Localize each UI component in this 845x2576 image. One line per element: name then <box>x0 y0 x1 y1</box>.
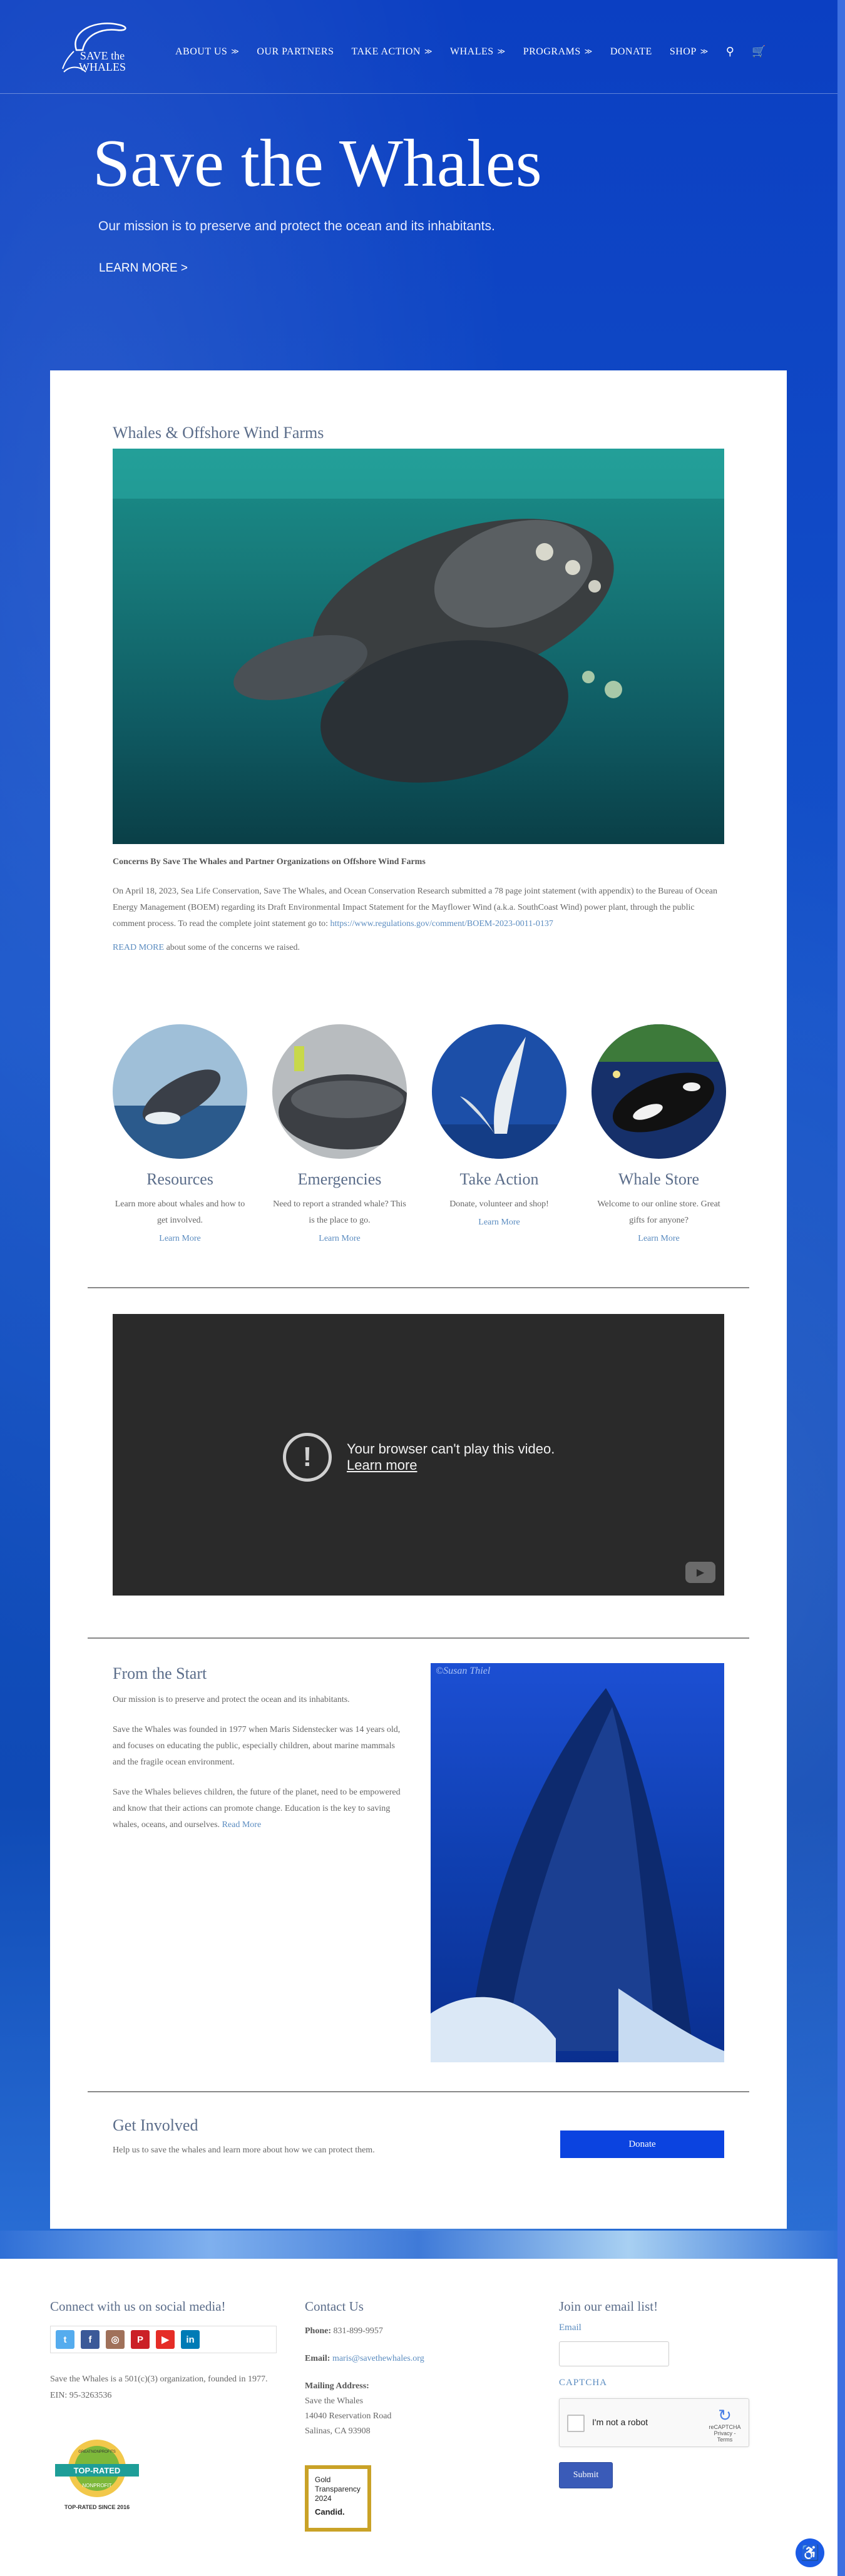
chevron-down-icon: ≫ <box>700 47 709 56</box>
accessibility-icon[interactable]: ♿ <box>796 2538 824 2567</box>
card-learn-more[interactable]: Learn More <box>319 1234 361 1243</box>
main-nav <box>175 45 766 58</box>
logo-text: SAVE the WHALES <box>79 49 126 73</box>
from-the-start-title: From the Start <box>113 1664 207 1683</box>
chevron-down-icon: ≫ <box>497 47 506 56</box>
pinterest-icon[interactable]: P <box>131 2330 150 2349</box>
captcha-label: CAPTCHA <box>559 2378 608 2388</box>
site-logo[interactable] <box>51 13 145 81</box>
card-learn-more[interactable]: Learn More <box>159 1234 201 1243</box>
card-desc: Welcome to our online store. Great gifts for anyone? <box>597 1199 720 1225</box>
top-rated-nonprofit: NONPROFIT <box>82 2483 112 2488</box>
chevron-down-icon: ≫ <box>424 47 433 56</box>
read-more-link[interactable]: READ MORE <box>113 943 165 952</box>
divider <box>88 1287 749 1288</box>
card-desc: Learn more about whales and how to get involved. <box>115 1199 245 1225</box>
nav-about-us[interactable]: ABOUT US ≫ <box>175 46 240 57</box>
chevron-down-icon: ≫ <box>584 47 593 56</box>
contact-title: Contact Us <box>305 2299 364 2314</box>
cart-icon[interactable]: 🛒 <box>751 45 766 58</box>
divider <box>88 1637 749 1639</box>
from-the-start-text: Our mission is to preserve and protect the ocean and its inhabitants. Save the Whales was founded in 1977 when Maris Sidenstecker was 14 years old, and focuses on educating the public, especially children, about marine mammals and the fragile ocean environment. Save the Whales believes children, the future of the planet, need to be empowered and know that their actions can promote change. Education is the key to saving whales, oceans, and ourselves. Read More <box>113 1695 401 1830</box>
concern-body: On April 18, 2023, Sea Life Conservation, Save The Whales, and Ocean Conservation Research submitted a 78 page joint statement (with appendix) to the Bureau of Ocean Energy Management (BOEM) regarding its Draft Environmental Impact Statement for the Mayflower Wind (a.k.a. SouthCoast Wind) power plant, through the public comment process. To read the complete joint statement go to: https://www.regulations.gov/comment/BOEM-2023-0011-0137 <box>113 887 717 929</box>
card-title: Emergencies <box>297 1170 382 1188</box>
wind-farms-title[interactable]: Whales & Offshore Wind Farms <box>113 424 324 442</box>
main-content-card <box>50 370 787 2229</box>
footer-wave-strip <box>0 2231 837 2259</box>
contact-details: Phone: 831-899-9957 Email: maris@savethewhales.org Mailing Address: Save the Whales 14040 Reservation Road Salinas, CA 93908 <box>305 2326 424 2436</box>
submit-button[interactable]: Submit <box>559 2462 613 2488</box>
twitter-icon[interactable]: t <box>56 2330 74 2349</box>
right-whales-photo <box>113 449 724 844</box>
chevron-down-icon: ≫ <box>231 47 240 56</box>
email-label: Email <box>559 2323 581 2333</box>
breaching-whale-image[interactable] <box>113 1024 247 1159</box>
social-icons <box>50 2326 277 2353</box>
card-desc: Donate, volunteer and shop! <box>449 1199 549 1209</box>
orca-painting-image[interactable] <box>592 1024 726 1159</box>
hero-title: Save the Whales <box>93 126 542 201</box>
social-title: Connect with us on social media! <box>50 2299 226 2314</box>
top-rated-badge[interactable] <box>50 2434 144 2515</box>
facebook-icon[interactable]: f <box>81 2330 100 2349</box>
nav-donate[interactable]: DONATE <box>610 46 652 57</box>
top-rated-banner: TOP-RATED <box>73 2466 121 2475</box>
site-header <box>0 0 837 94</box>
nav-our-partners[interactable]: OUR PARTNERS <box>257 46 334 57</box>
scrollbar[interactable] <box>837 0 845 2576</box>
recaptcha-icon: ↻ <box>718 2406 732 2425</box>
card-title: Take Action <box>459 1170 539 1188</box>
youtube-icon[interactable]: ▶ <box>685 1562 715 1583</box>
top-rated-since: TOP-RATED SINCE 2016 <box>64 2504 130 2510</box>
linkedin-icon[interactable]: in <box>181 2330 200 2349</box>
card-title: Whale Store <box>618 1170 700 1188</box>
card-resources <box>113 1024 247 1244</box>
card-learn-more[interactable]: Learn More <box>638 1234 680 1243</box>
video-error <box>283 1433 555 1482</box>
recaptcha-logo: ↻ reCAPTCHA Privacy - Terms <box>709 2406 741 2443</box>
card-desc: Need to report a stranded whale? This is the place to go. <box>273 1199 406 1225</box>
nav-whales[interactable]: WHALES ≫ <box>450 46 506 57</box>
email-list-title: Join our email list! <box>559 2299 658 2314</box>
nav-shop[interactable]: SHOP ≫ <box>669 46 709 57</box>
youtube-icon[interactable]: ▶ <box>156 2330 175 2349</box>
divider <box>88 2091 749 2092</box>
humpback-whale-photo <box>431 1663 724 2062</box>
email-link[interactable]: maris@savethewhales.org <box>332 2354 424 2363</box>
recaptcha-text: I'm not a robot <box>592 2417 648 2427</box>
regulations-link[interactable]: https://www.regulations.gov/comment/BOEM-2023-0011-0137 <box>330 919 553 929</box>
nav-take-action[interactable]: TAKE ACTION ≫ <box>351 46 433 57</box>
search-icon[interactable]: ⚲ <box>725 45 734 58</box>
recaptcha-widget <box>559 2398 749 2447</box>
candid-badge[interactable]: Gold Transparency 2024 Candid. <box>305 2465 371 2532</box>
card-title: Resources <box>146 1170 213 1188</box>
card-learn-more[interactable]: Learn More <box>478 1218 520 1227</box>
whale-tail-image[interactable] <box>432 1024 566 1159</box>
phone-number[interactable]: 831-899-9957 <box>333 2326 383 2336</box>
read-more-line: READ MORE about some of the concerns we raised. <box>113 943 300 952</box>
card-emergencies <box>272 1024 407 1244</box>
donate-button[interactable]: Donate <box>560 2131 724 2158</box>
recaptcha-checkbox[interactable] <box>567 2415 585 2432</box>
get-involved-title: Get Involved <box>113 2116 198 2134</box>
nonprofit-info: Save the Whales is a 501(c)(3) organization, founded in 1977. EIN: 95-3263536 <box>50 2375 268 2400</box>
start-read-more-link[interactable]: Read More <box>222 1820 262 1830</box>
video-error-message: Your browser can't play this video. Learn more <box>347 1441 555 1473</box>
video-player[interactable] <box>113 1314 724 1596</box>
top-rated-org: GREATNONPROFITS <box>78 2450 116 2454</box>
stranded-whale-image[interactable] <box>272 1024 407 1159</box>
nav-programs[interactable]: PROGRAMS ≫ <box>523 46 593 57</box>
feature-cards <box>113 1024 726 1244</box>
site-footer <box>0 2259 837 2576</box>
concern-heading: Concerns By Save The Whales and Partner Organizations on Offshore Wind Farms <box>113 857 426 867</box>
video-learn-more-link[interactable]: Learn more <box>347 1457 417 1473</box>
card-whale-store <box>592 1024 726 1244</box>
hero-learn-more-link[interactable]: LEARN MORE > <box>99 262 188 275</box>
card-take-action <box>432 1024 566 1244</box>
get-involved-text: Help us to save the whales and learn more about how we can protect them. <box>113 2146 375 2155</box>
photo-credit: ©Susan Thiel <box>436 1666 491 1676</box>
instagram-icon[interactable]: ◎ <box>106 2330 125 2349</box>
exclamation-icon: ! <box>283 1433 332 1482</box>
hero-subtitle: Our mission is to preserve and protect the ocean and its inhabitants. <box>98 219 495 233</box>
email-field[interactable] <box>559 2341 669 2366</box>
